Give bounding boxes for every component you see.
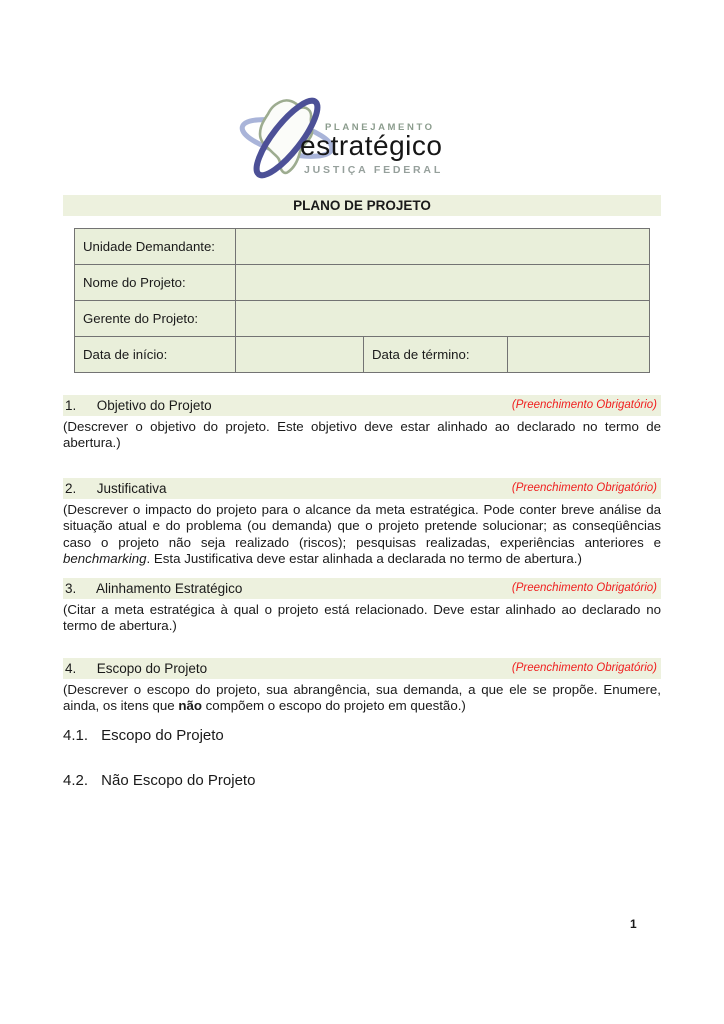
section-2-required-note: (Preenchimento Obrigatório) xyxy=(511,482,657,494)
section-1-title: Objetivo do Projeto xyxy=(96,398,212,413)
logo-text-planejamento: PLANEJAMENTO xyxy=(325,122,435,133)
section-1-required-note: (Preenchimento Obrigatório) xyxy=(511,399,657,411)
section-4-number: 4. xyxy=(65,661,77,676)
data-termino-label: Data de término: xyxy=(364,337,508,373)
nome-projeto-label: Nome do Projeto: xyxy=(75,265,236,301)
section-2-body-italic-term: benchmarking xyxy=(63,551,147,567)
section-4-required-note: (Preenchimento Obrigatório) xyxy=(511,662,657,674)
section-1-body: (Descrever o objetivo do projeto. Este objetivo deve estar alinhado ao declarado no termo de abertura.) xyxy=(63,419,661,451)
subsection-4-1-title: Escopo do Projeto xyxy=(101,727,224,744)
unidade-demandante-field[interactable] xyxy=(236,229,650,265)
data-inicio-field[interactable] xyxy=(236,337,364,373)
unidade-demandante-label: Unidade Demandante: xyxy=(75,229,236,265)
gerente-projeto-label: Gerente do Projeto: xyxy=(75,301,236,337)
subsection-4-2-title: Não Escopo do Projeto xyxy=(101,772,256,789)
section-4-title: Escopo do Projeto xyxy=(96,661,208,676)
table-row-unidade xyxy=(75,229,650,265)
gerente-projeto-field[interactable] xyxy=(236,301,650,337)
section-2-header xyxy=(63,478,661,499)
section-4-header xyxy=(63,658,661,679)
section-1-header xyxy=(63,395,661,416)
data-inicio-label: Data de início: xyxy=(75,337,236,373)
section-2-number: 2. xyxy=(65,481,77,496)
section-3-required-note: (Preenchimento Obrigatório) xyxy=(511,582,657,594)
section-2-body xyxy=(63,502,661,568)
nome-projeto-field[interactable] xyxy=(236,265,650,301)
table-row-nome xyxy=(75,265,650,301)
section-2-body-text-end: . Esta Justificativa deve estar alinhada a declarada no termo de abertura.) xyxy=(146,551,582,567)
table-row-datas xyxy=(75,337,650,373)
logo-text-estrategico: estratégico xyxy=(300,130,443,161)
section-3-title: Alinhamento Estratégico xyxy=(96,581,243,596)
data-termino-field[interactable] xyxy=(508,337,650,373)
subsection-4-1-heading xyxy=(63,727,224,744)
section-3-header xyxy=(63,578,661,599)
section-2-title: Justificativa xyxy=(96,481,167,496)
section-2-body-text: (Descrever o impacto do projeto para o alcance da meta estratégica. Pode conter breve análise da situação atual e do problema (ou demanda) que o projeto pretende solucionar; as conseqüências caso o projeto não seja realizado (riscos); pesquisas realizadas, experiências anteriores e xyxy=(63,502,661,550)
section-4-body-bold-term: não xyxy=(178,698,202,714)
logo-text-justica-federal: JUSTIÇA FEDERAL xyxy=(304,164,444,176)
section-4-body-text-end: compõem o escopo do projeto em questão.) xyxy=(201,698,466,714)
subsection-4-1-number: 4.1. xyxy=(63,727,89,744)
section-1-number: 1. xyxy=(65,398,77,413)
project-header-table xyxy=(74,228,650,373)
logo xyxy=(238,90,450,192)
page-number: 1 xyxy=(630,917,637,931)
subsection-4-2-heading xyxy=(63,772,255,789)
section-3-number: 3. xyxy=(65,581,77,596)
table-row-gerente xyxy=(75,301,650,337)
section-3-body: (Citar a meta estratégica à qual o projeto está relacionado. Deve estar alinhado ao declarado no termo de abertura.) xyxy=(63,602,661,634)
document-title: PLANO DE PROJETO xyxy=(63,195,661,216)
section-4-body xyxy=(63,682,661,715)
subsection-4-2-number: 4.2. xyxy=(63,772,89,789)
section-4-body-text: (Descrever o escopo do projeto, sua abrangência, sua demanda, a que ele se propõe. Enumere, ainda, os itens que xyxy=(63,682,661,714)
